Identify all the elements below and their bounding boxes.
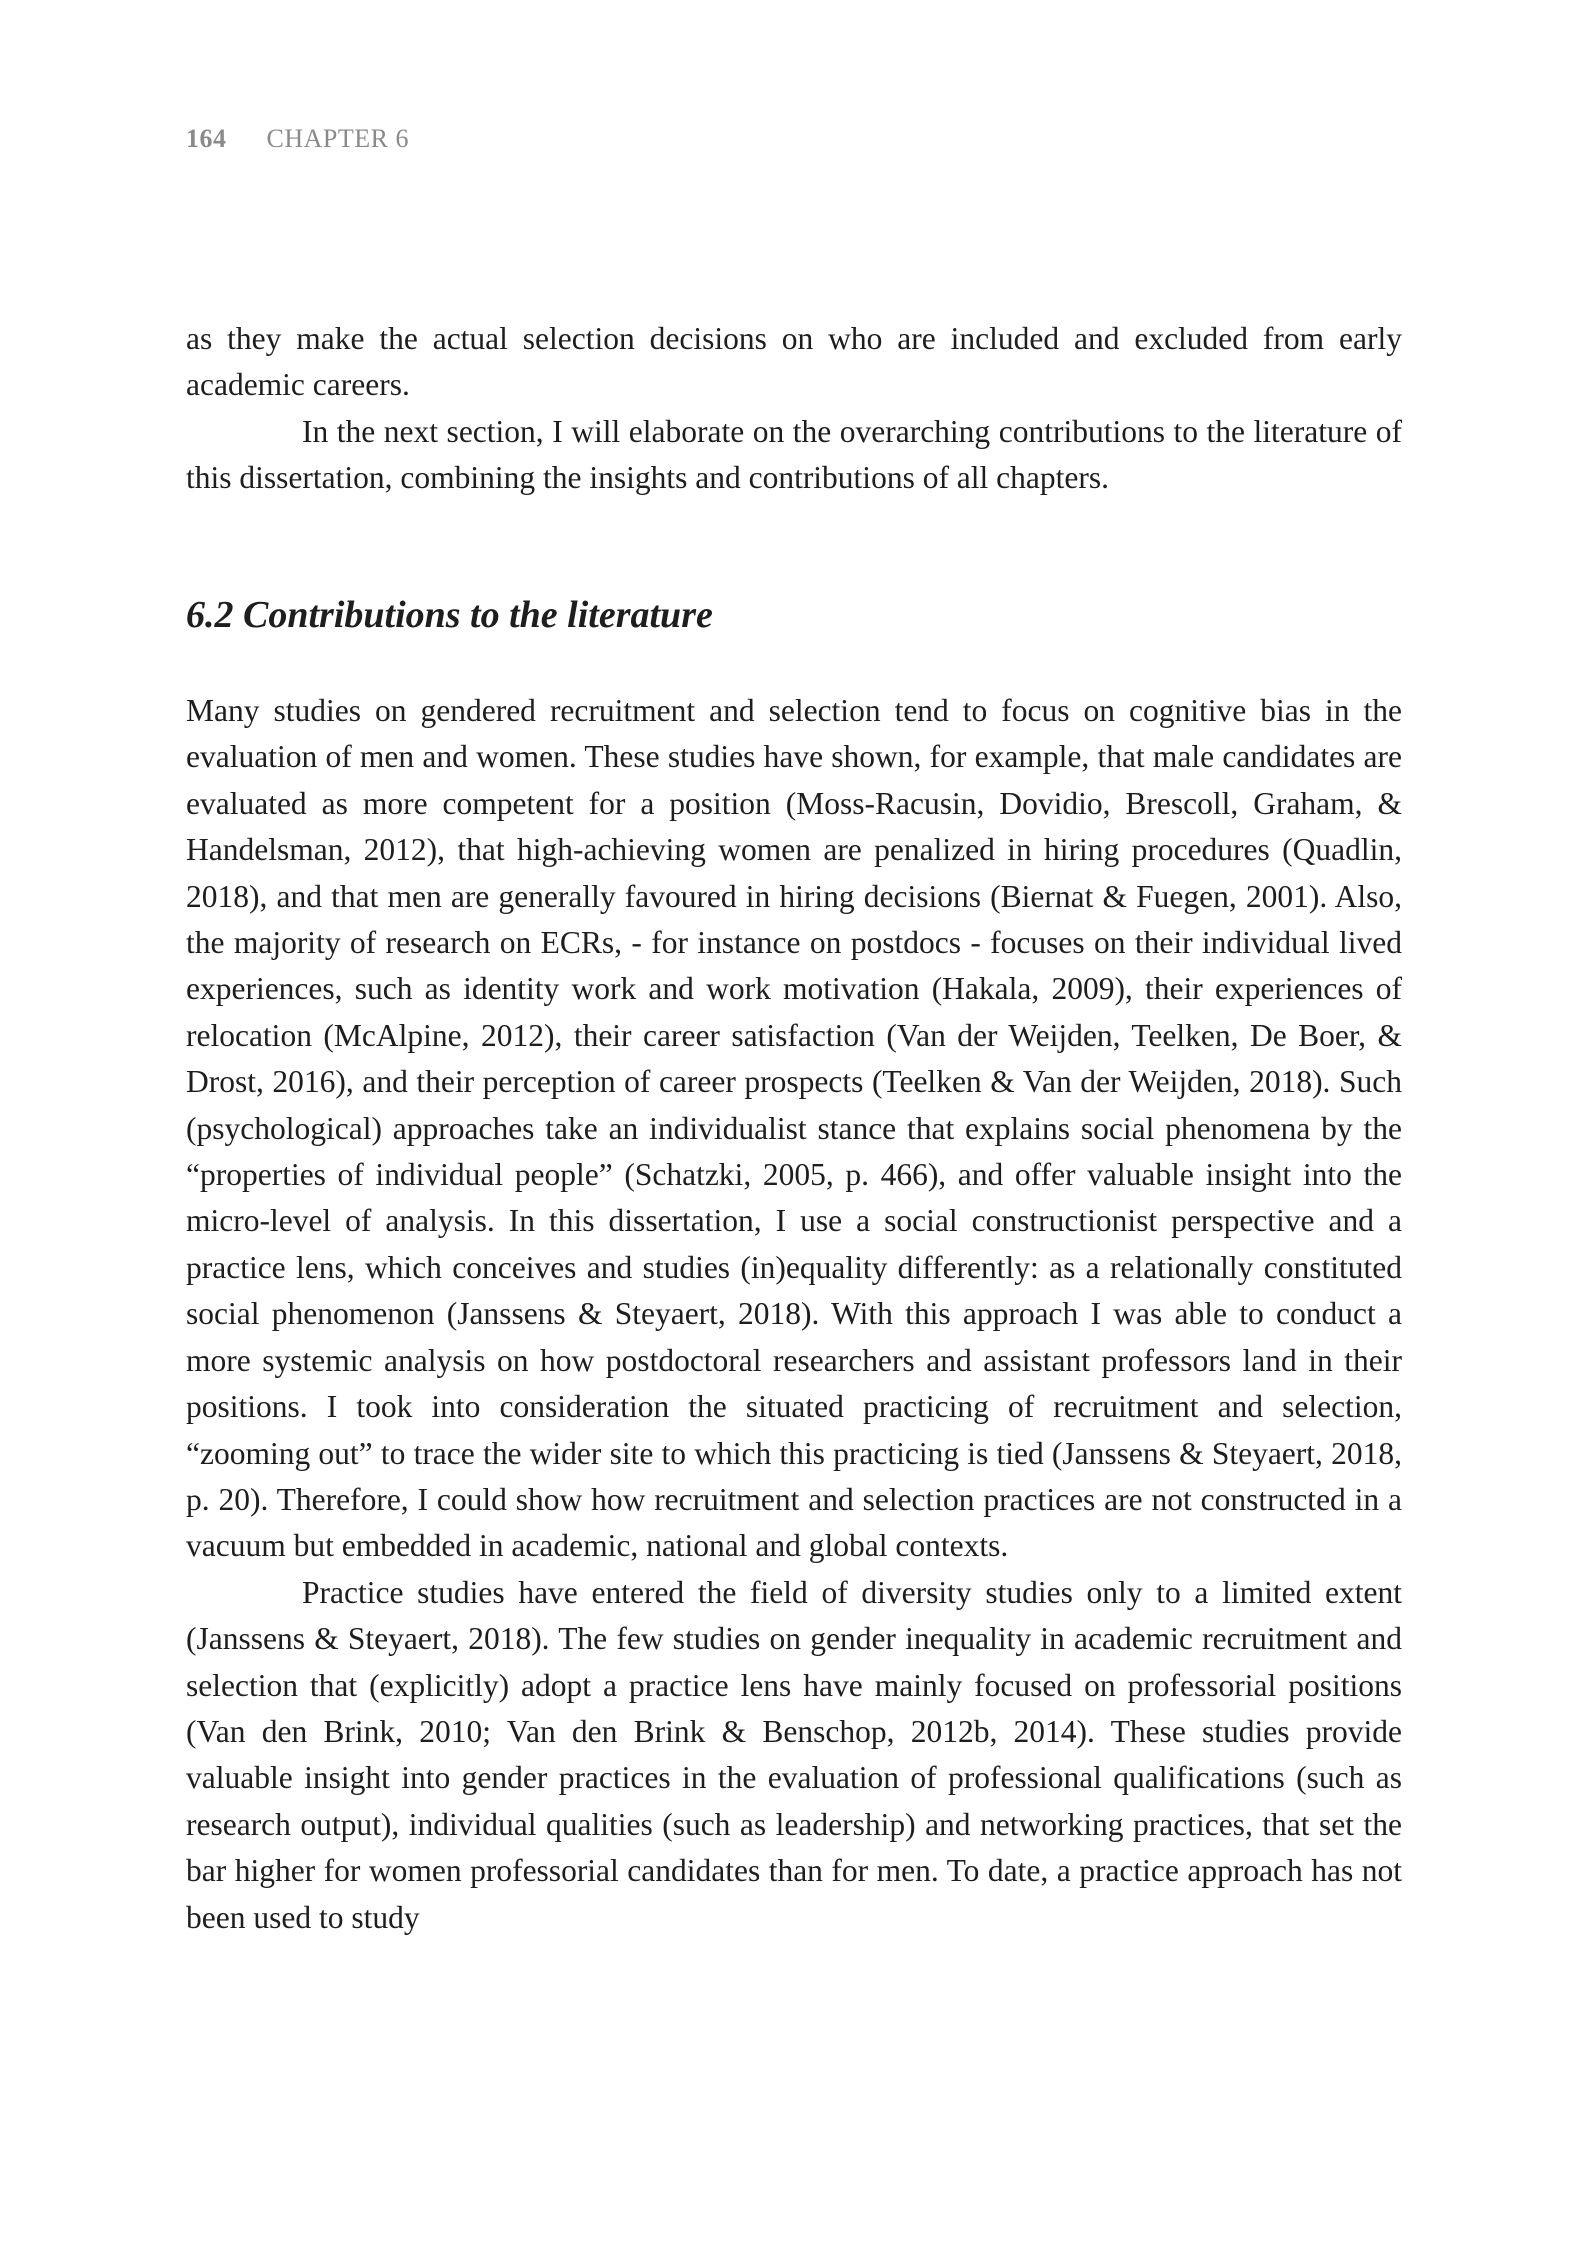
intro-paragraph-continuation: as they make the actual selection decisions on who are included and excluded from early academic careers.: [186, 321, 1402, 403]
section-body: [186, 688, 1402, 1941]
body-paragraph-1: Many studies on gendered recruitment and selection tend to focus on cognitive bias in the evaluation of men and women. These studies have shown, for example, that male candidates are evaluated as more competent for a position (Moss-Racusin, Dovidio, Brescoll, Graham, & Handelsman, 2012), that high-achieving women are penalized in hiring procedures (Quadlin, 2018), and that men are generally favoured in hiring decisions (Biernat & Fuegen, 2001). Also, the majority of research on ECRs, - for instance on postdocs - focuses on their individual lived experiences, such as identity work and work motivation (Hakala, 2009), their experiences of relocation (McAlpine, 2012), their career satisfaction (Van der Weijden, Teelken, De Boer, & Drost, 2016), and their perception of career prospects (Teelken & Van der Weijden, 2018). Such (psychological) approaches take an individualist stance that explains social phenomena by the “properties of individual people” (Schatzki, 2005, p. 466), and offer valuable insight into the micro-level of analysis. In this dissertation, I use a social constructionist perspective and a practice lens, which conceives and studies (in)equality differently: as a relationally constituted social phenomenon (Janssens & Steyaert, 2018). With this approach I was able to conduct a more systemic analysis on how postdoctoral researchers and assistant professors land in their positions. I took into consideration the situated practicing of recruitment and selection, “zooming out” to trace the wider site to which this practicing is tied (Janssens & Steyaert, 2018, p. 20). Therefore, I could show how recruitment and selection practices are not constructed in a vacuum but embedded in academic, national and global contexts.: [186, 693, 1402, 1564]
page-number: 164: [186, 124, 227, 153]
running-head: [186, 124, 409, 154]
body-paragraph-2: Practice studies have entered the field of diversity studies only to a limited extent (Janssens & Steyaert, 2018). The few studies on gender inequality in academic recruitment and selection that (explicitly) adopt a practice lens have mainly focused on professorial positions (Van den Brink, 2010; Van den Brink & Benschop, 2012b, 2014). These studies provide valuable insight into gender practices in the evaluation of professional qualifications (such as research output), individual qualities (such as leadership) and networking practices, that set the bar higher for women professorial candidates than for men. To date, a practice approach has not been used to study: [186, 1574, 1402, 1935]
chapter-label: CHAPTER 6: [266, 124, 409, 153]
intro-paragraph-next-section: In the next section, I will elaborate on the overarching contributions to the literature of this dissertation, combining the insights and contributions of all chapters.: [186, 413, 1402, 496]
section-heading: 6.2 Contributions to the literature: [186, 594, 713, 636]
intro-text: [186, 316, 1402, 502]
